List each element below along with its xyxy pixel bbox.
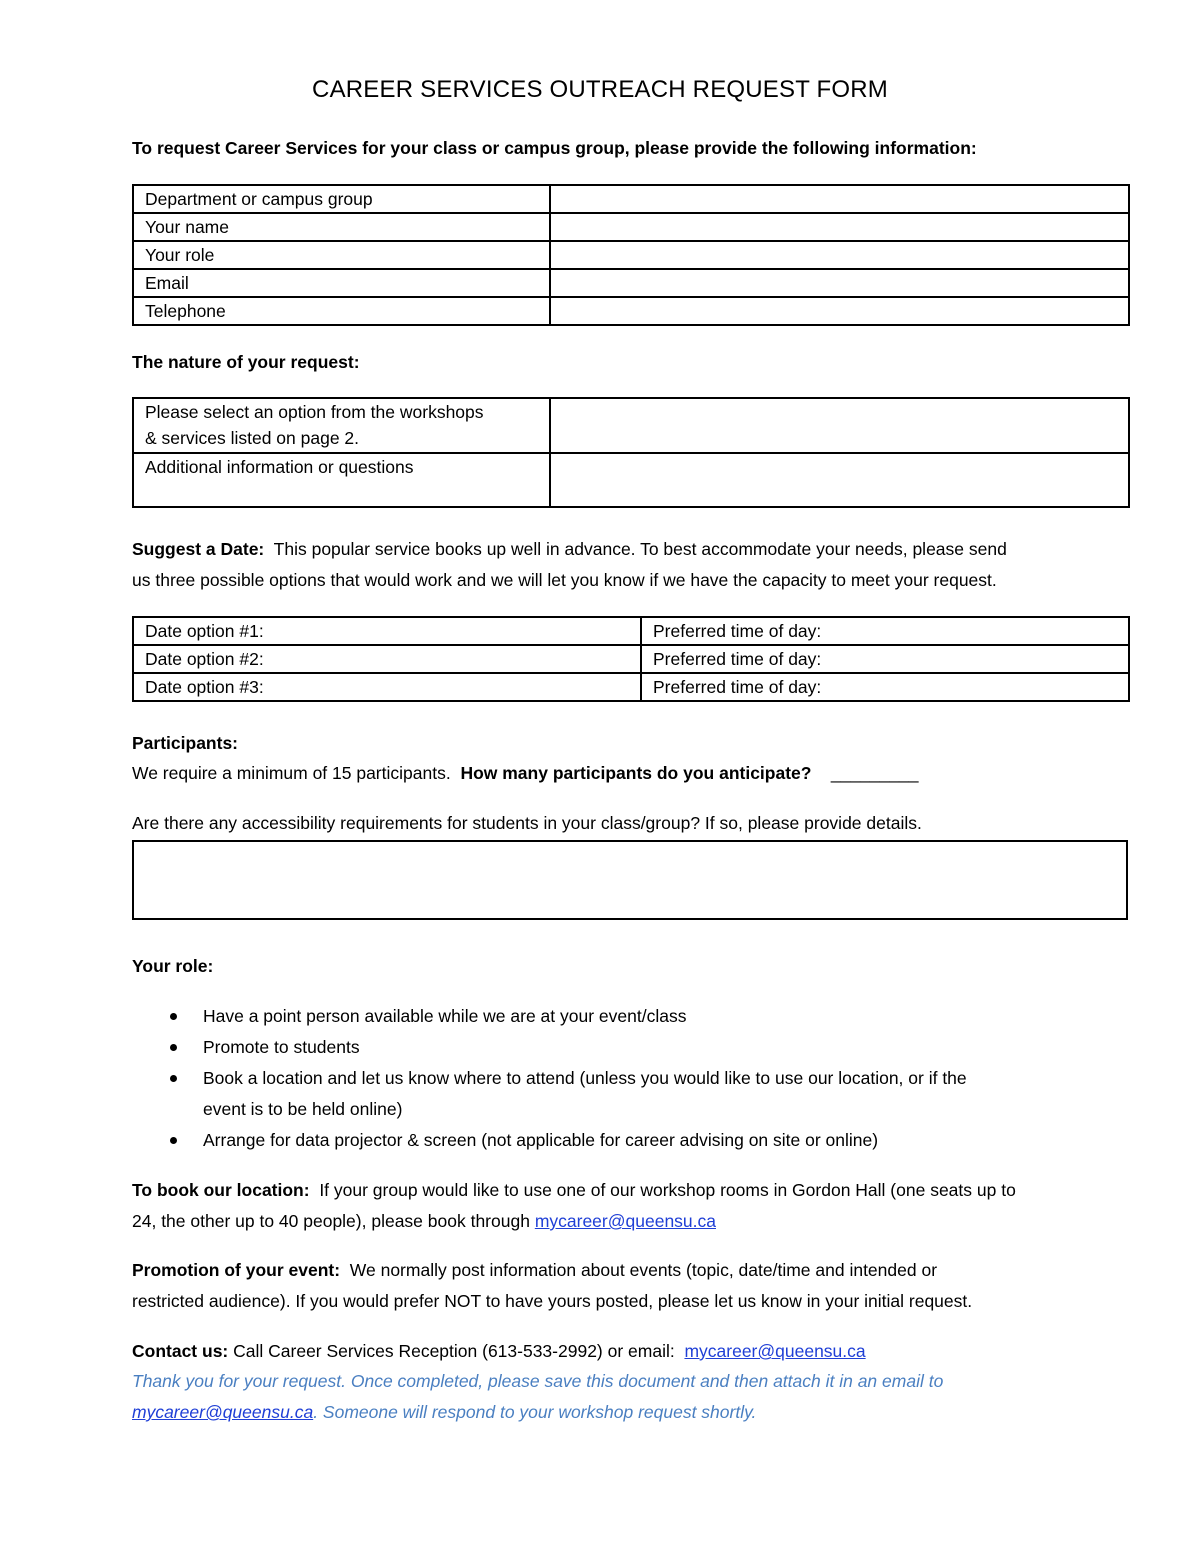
- bullet-icon: [170, 1075, 177, 1082]
- promotion-text: We normally post information about events (topic, date/time and intended or: [349, 1260, 938, 1280]
- email-link[interactable]: mycareer@queensu.ca: [534, 1211, 716, 1231]
- book-location-line: [132, 1211, 716, 1232]
- email-field[interactable]: [550, 269, 1129, 297]
- date-option-field[interactable]: Date option #1:: [133, 617, 641, 645]
- list-item-text: Have a point person available while we are at your event/class: [203, 1006, 687, 1026]
- book-location-text: 24, the other up to 40 people), please book through: [132, 1211, 530, 1231]
- row-label: [133, 453, 550, 507]
- table-row: [133, 453, 1129, 507]
- role-list: [160, 1001, 1133, 1156]
- contact-table: [132, 184, 1130, 326]
- accessibility-question: Are there any accessibility requirements for students in your class/group? If so, please provide details.: [132, 813, 922, 833]
- list-item: [160, 1125, 1133, 1156]
- nature-heading: The nature of your request:: [132, 352, 360, 372]
- participants-count-field[interactable]: _________: [830, 763, 919, 783]
- bullet-icon: [170, 1044, 177, 1051]
- date-intro-line: [132, 539, 1007, 560]
- contact-line: [132, 1341, 866, 1362]
- list-item: [160, 1032, 1133, 1063]
- promotion-label: Promotion of your event:: [132, 1260, 341, 1280]
- table-row: [133, 185, 1129, 213]
- date-intro-text: This popular service books up well in advance. To best accommodate your needs, please send: [273, 539, 1007, 559]
- list-item-text: Book a location and let us know where to attend (unless you would like to use our location, or if the: [203, 1068, 967, 1088]
- list-item: [160, 1063, 1133, 1094]
- table-row: [133, 617, 1129, 645]
- list-item: [160, 1001, 1133, 1032]
- list-item-text: event is to be held online): [203, 1099, 403, 1119]
- table-row: [133, 398, 1129, 453]
- row-label: [133, 398, 550, 453]
- name-field[interactable]: [550, 213, 1129, 241]
- date-intro-line: us three possible options that would work and we will let you know if we have the capacity to meet your request.: [132, 570, 997, 590]
- department-field[interactable]: [550, 185, 1129, 213]
- date-option-field[interactable]: Date option #3:: [133, 673, 641, 701]
- email-link[interactable]: mycareer@queensu.ca: [684, 1341, 866, 1361]
- row-label: Your role: [133, 241, 550, 269]
- role-field[interactable]: [550, 241, 1129, 269]
- participants-text: We require a minimum of 15 participants.: [132, 763, 451, 783]
- additional-info-field[interactable]: [550, 453, 1129, 507]
- book-location-label: To book our location:: [132, 1180, 310, 1200]
- book-location-text: If your group would like to use one of our workshop rooms in Gordon Hall (one seats up to: [319, 1180, 1016, 1200]
- row-label: Your name: [133, 213, 550, 241]
- row-label-line: & services listed on page 2.: [145, 428, 360, 448]
- row-label: Email: [133, 269, 550, 297]
- row-label: Department or campus group: [133, 185, 550, 213]
- date-table: [132, 616, 1130, 702]
- promotion-line: restricted audience). If you would prefer NOT to have yours posted, please let us know in your initial request.: [132, 1291, 973, 1311]
- telephone-field[interactable]: [550, 297, 1129, 325]
- list-item-text: Promote to students: [203, 1037, 360, 1057]
- list-item-continuation: [160, 1094, 1133, 1125]
- table-row: [133, 269, 1129, 297]
- row-label-line: Additional information or questions: [145, 457, 414, 477]
- table-row: [133, 213, 1129, 241]
- participants-line: [132, 763, 919, 784]
- role-heading: Your role:: [132, 956, 214, 976]
- participants-question: How many participants do you anticipate?: [460, 763, 812, 783]
- participants-heading: Participants:: [132, 733, 238, 753]
- contact-label: Contact us:: [132, 1341, 229, 1361]
- book-location-line: [132, 1180, 1016, 1201]
- promotion-line: [132, 1260, 937, 1281]
- table-row: [133, 673, 1129, 701]
- table-row: [133, 297, 1129, 325]
- date-option-field[interactable]: Date option #2:: [133, 645, 641, 673]
- row-label-line: Please select an option from the workshops: [145, 402, 484, 422]
- bullet-icon: [170, 1137, 177, 1144]
- table-row: [133, 241, 1129, 269]
- email-link[interactable]: mycareer@queensu.ca: [132, 1402, 314, 1422]
- contact-text: Call Career Services Reception (613-533-2992) or email:: [233, 1341, 675, 1361]
- thanks-line: [132, 1402, 756, 1423]
- time-of-day-field[interactable]: Preferred time of day:: [641, 645, 1129, 673]
- workshop-option-field[interactable]: [550, 398, 1129, 453]
- row-label: Telephone: [133, 297, 550, 325]
- thanks-line: Thank you for your request. Once completed, please save this document and then attach it in an email to: [132, 1371, 944, 1391]
- intro-text: To request Career Services for your class or campus group, please provide the following information:: [132, 138, 977, 158]
- nature-table: [132, 397, 1130, 508]
- thanks-text: . Someone will respond to your workshop request shortly.: [313, 1402, 757, 1422]
- time-of-day-field[interactable]: Preferred time of day:: [641, 617, 1129, 645]
- list-item-text: Arrange for data projector & screen (not applicable for career advising on site or online): [203, 1130, 879, 1150]
- table-row: [133, 645, 1129, 673]
- form-title: CAREER SERVICES OUTREACH REQUEST FORM: [312, 76, 888, 103]
- accessibility-field[interactable]: [132, 840, 1128, 920]
- bullet-icon: [170, 1013, 177, 1020]
- time-of-day-field[interactable]: Preferred time of day:: [641, 673, 1129, 701]
- date-intro-label: Suggest a Date:: [132, 539, 265, 559]
